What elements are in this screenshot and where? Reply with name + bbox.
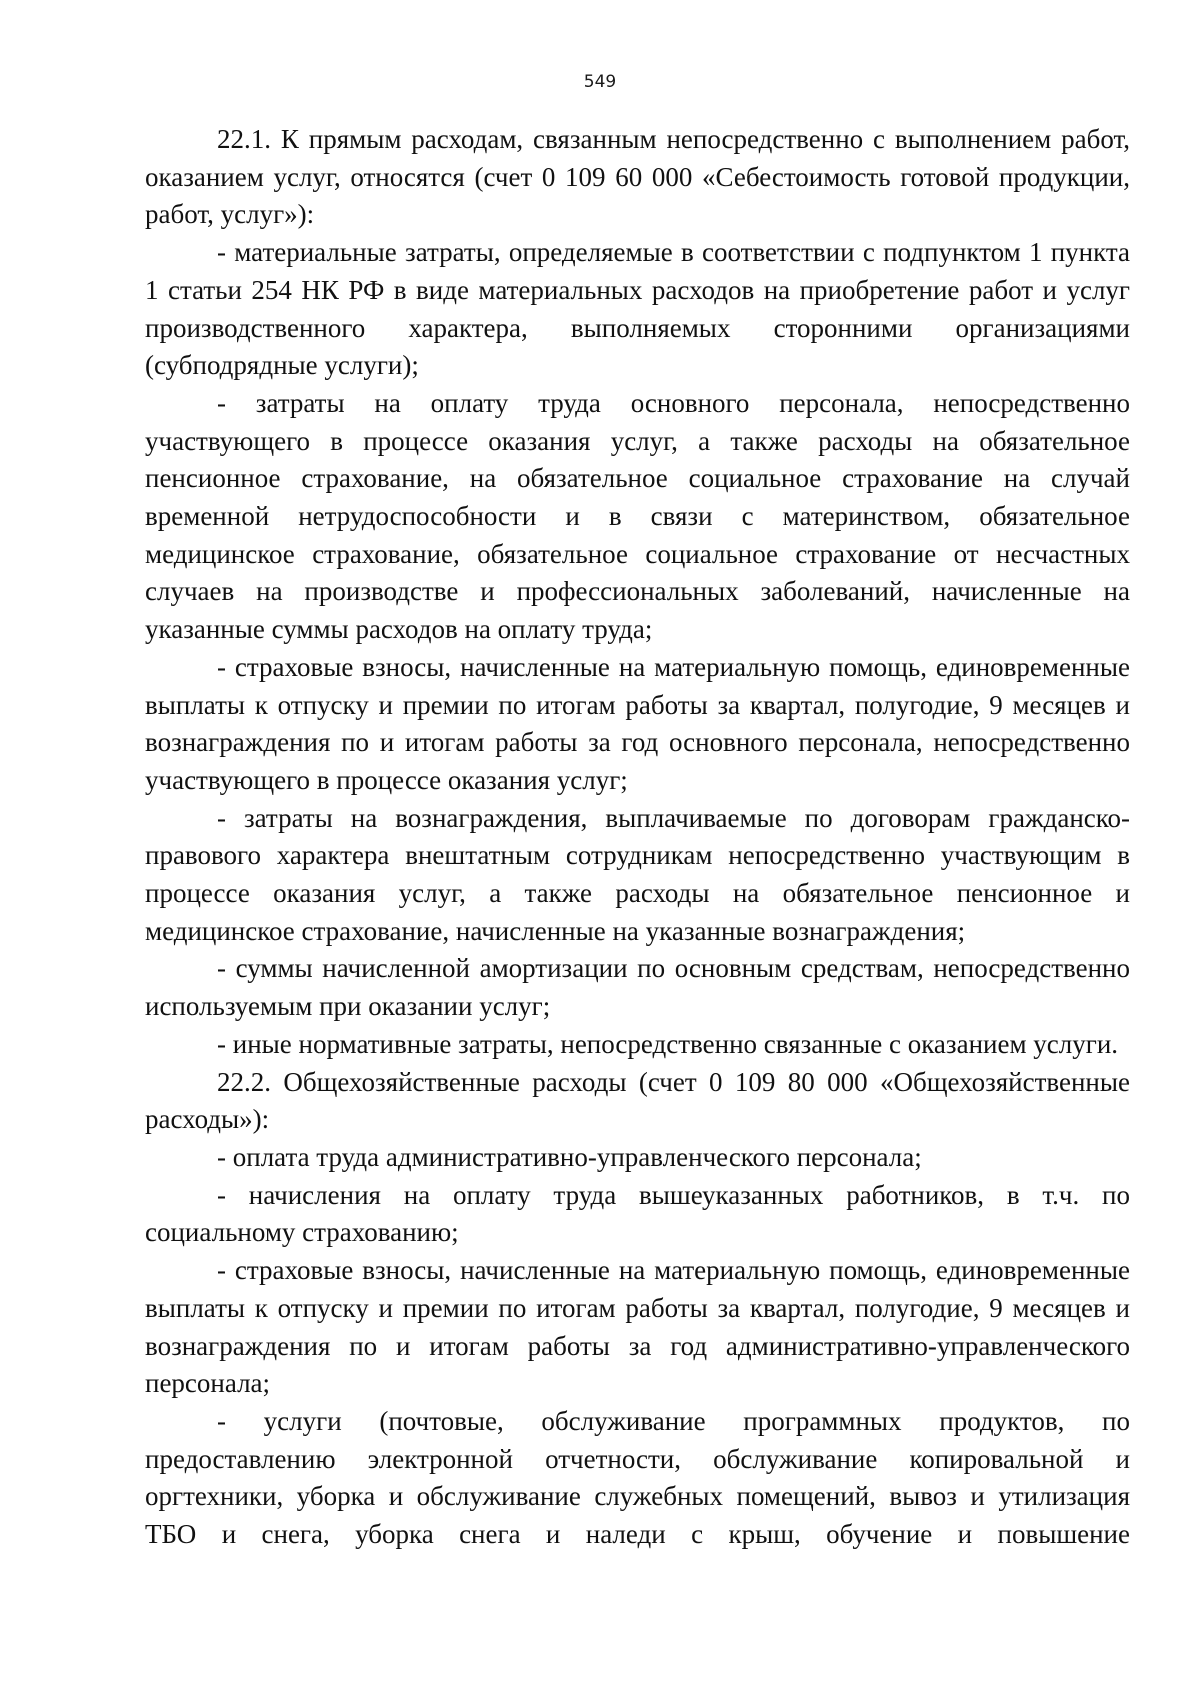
paragraph-material-costs: - материальные затраты, определяемые в соответствии с подпунктом 1 пункта 1 статьи 254 НК РФ в виде материальных расходов на приобретение работ и услуг производственного характера, выполняемых сторонними организациями (субподрядные услуги);: [145, 237, 1130, 381]
paragraph-services: - услуги (почтовые, обслуживание программных продуктов, по предоставлению электронной отчетности, обслуживание копировальной и оргтехники, уборка и обслуживание служебных помещений, вывоз и утилизация ТБО и снега, уборка снега и наледи с крыш, обучение и повышение: [145, 1405, 1130, 1550]
paragraph-insurance-contributions: - страховые взносы, начисленные на материальную помощь, единовременные выплаты к отпуску и премии по итогам работы за квартал, полугодие, 9 месяцев и вознаграждения по и итогам работы за год основного персонала, непосредственно участвующего в процессе оказания услуг;: [145, 651, 1130, 795]
paragraph-admin-salary: - оплата труда административно-управленческого персонала;: [217, 1141, 922, 1172]
page-number: 549: [583, 72, 617, 92]
paragraph-depreciation: - суммы начисленной амортизации по основным средствам, непосредственно используемым при оказании услуг;: [145, 953, 1130, 1022]
paragraph-22-1: 22.1. К прямым расходам, связанным непосредственно с выполнением работ, оказанием услуг, относятся (счет 0 109 60 000 «Себестоимость готовой продукции, работ, услуг»):: [145, 124, 1130, 230]
paragraph-civil-contracts: - затраты на вознаграждения, выплачиваемые по договорам гражданско-правового характера внештатным сотрудникам непосредственно участвующим в процессе оказания услуг, а также расходы на обязательное пенсионное и медицинское страхование, начисленные на указанные вознаграждения;: [145, 802, 1130, 946]
paragraph-22-2: 22.2. Общехозяйственные расходы (счет 0 109 80 000 «Общехозяйственные расходы»):: [145, 1066, 1130, 1135]
document-body: [145, 121, 1130, 1554]
paragraph-labor-costs: - затраты на оплату труда основного персонала, непосредственно участвующего в процессе оказания услуг, а также расходы на обязательное пенсионное страхование, на обязательное социальное страхование на случай временной нетрудоспособности и в связи с материнством, обязательное медицинское страхование, обязательное социальное страхование от несчастных случаев на производстве и профессиональных заболеваний, начисленные на указанные суммы расходов на оплату труда;: [145, 387, 1130, 645]
paragraph-admin-insurance: - страховые взносы, начисленные на материальную помощь, единовременные выплаты к отпуску и премии по итогам работы за квартал, полугодие, 9 месяцев и вознаграждения по и итогам работы за год административно-управленческого персонала;: [145, 1255, 1130, 1399]
paragraph-payroll-charges: - начисления на оплату труда вышеуказанных работников, в т.ч. по социальному страхованию;: [145, 1179, 1130, 1248]
paragraph-other-costs: - иные нормативные затраты, непосредственно связанные с оказанием услуги.: [217, 1028, 1119, 1059]
